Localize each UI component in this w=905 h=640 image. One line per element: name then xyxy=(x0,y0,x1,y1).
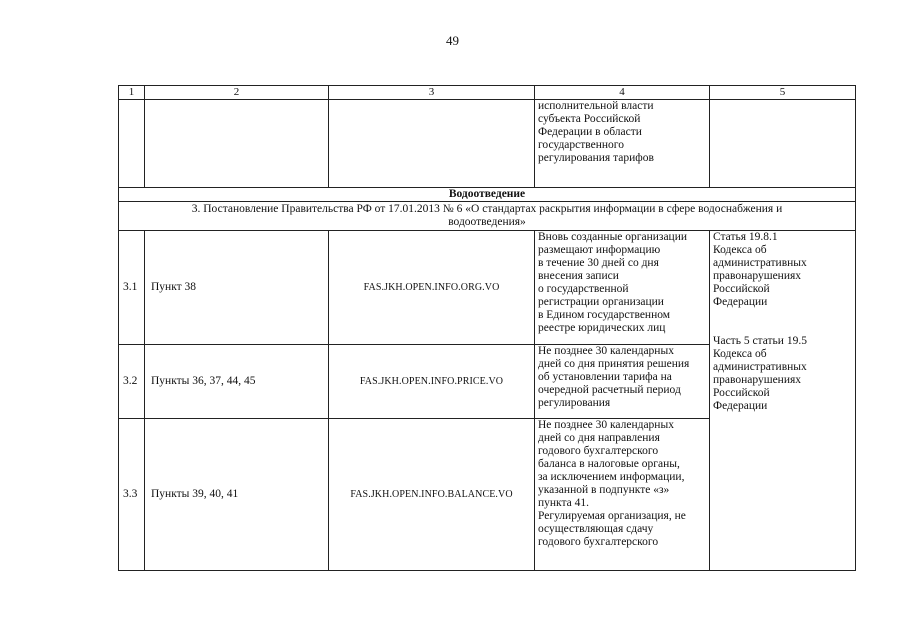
continuation-deadline-cell: исполнительной власти субъекта Российской Федерации в области государственного регулирования тарифов xyxy=(535,100,710,188)
row-code: FAS.JKH.OPEN.INFO.ORG.VO xyxy=(329,231,535,345)
row-code: FAS.JKH.OPEN.INFO.BALANCE.VO xyxy=(329,419,535,571)
table-row xyxy=(119,231,856,345)
section-row xyxy=(119,188,856,202)
row-number: 3.3 xyxy=(119,419,145,571)
row-item: Пункты 39, 40, 41 xyxy=(145,419,329,571)
column-header-4: 4 xyxy=(535,86,710,100)
column-header-3: 3 xyxy=(329,86,535,100)
column-header-2: 2 xyxy=(145,86,329,100)
column-header-1: 1 xyxy=(119,86,145,100)
row-code: FAS.JKH.OPEN.INFO.PRICE.VO xyxy=(329,345,535,419)
row-number: 3.2 xyxy=(119,345,145,419)
row-item: Пункты 36, 37, 44, 45 xyxy=(145,345,329,419)
liability-cell: Статья 19.8.1 Кодекса об административных правонарушениях Российской Федерации Часть 5 статьи 19.5 Кодекса об административных правонарушениях Российской Федерации xyxy=(710,231,856,571)
row-item: Пункт 38 xyxy=(145,231,329,345)
page-number: 49 xyxy=(446,33,459,48)
subsection-title: 3. Постановление Правительства РФ от 17.01.2013 № 6 «О стандартах раскрытия информации в сфере водоснабжения и водоотведения» xyxy=(119,202,856,231)
continuation-row xyxy=(119,100,856,188)
row-deadline: Вновь созданные организации размещают информацию в течение 30 дней со дня внесения записи о государственной регистрации организации в Едином государственном реестре юридических лиц xyxy=(535,231,710,345)
regulation-table xyxy=(118,85,856,571)
row-number: 3.1 xyxy=(119,231,145,345)
column-number-row xyxy=(119,86,856,100)
column-header-5: 5 xyxy=(710,86,856,100)
subsection-row xyxy=(119,202,856,231)
row-deadline: Не позднее 30 календарных дней со дня направления годового бухгалтерского баланса в налоговые органы, за исключением информации, указанной в подпункте «з» пункта 41. Регулируемая организация, не осуществляющая сдачу годового бухгалтерского xyxy=(535,419,710,571)
section-title: Водоотведение xyxy=(119,188,856,202)
row-deadline: Не позднее 30 календарных дней со дня принятия решения об установлении тарифа на очередной расчетный период регулирования xyxy=(535,345,710,419)
